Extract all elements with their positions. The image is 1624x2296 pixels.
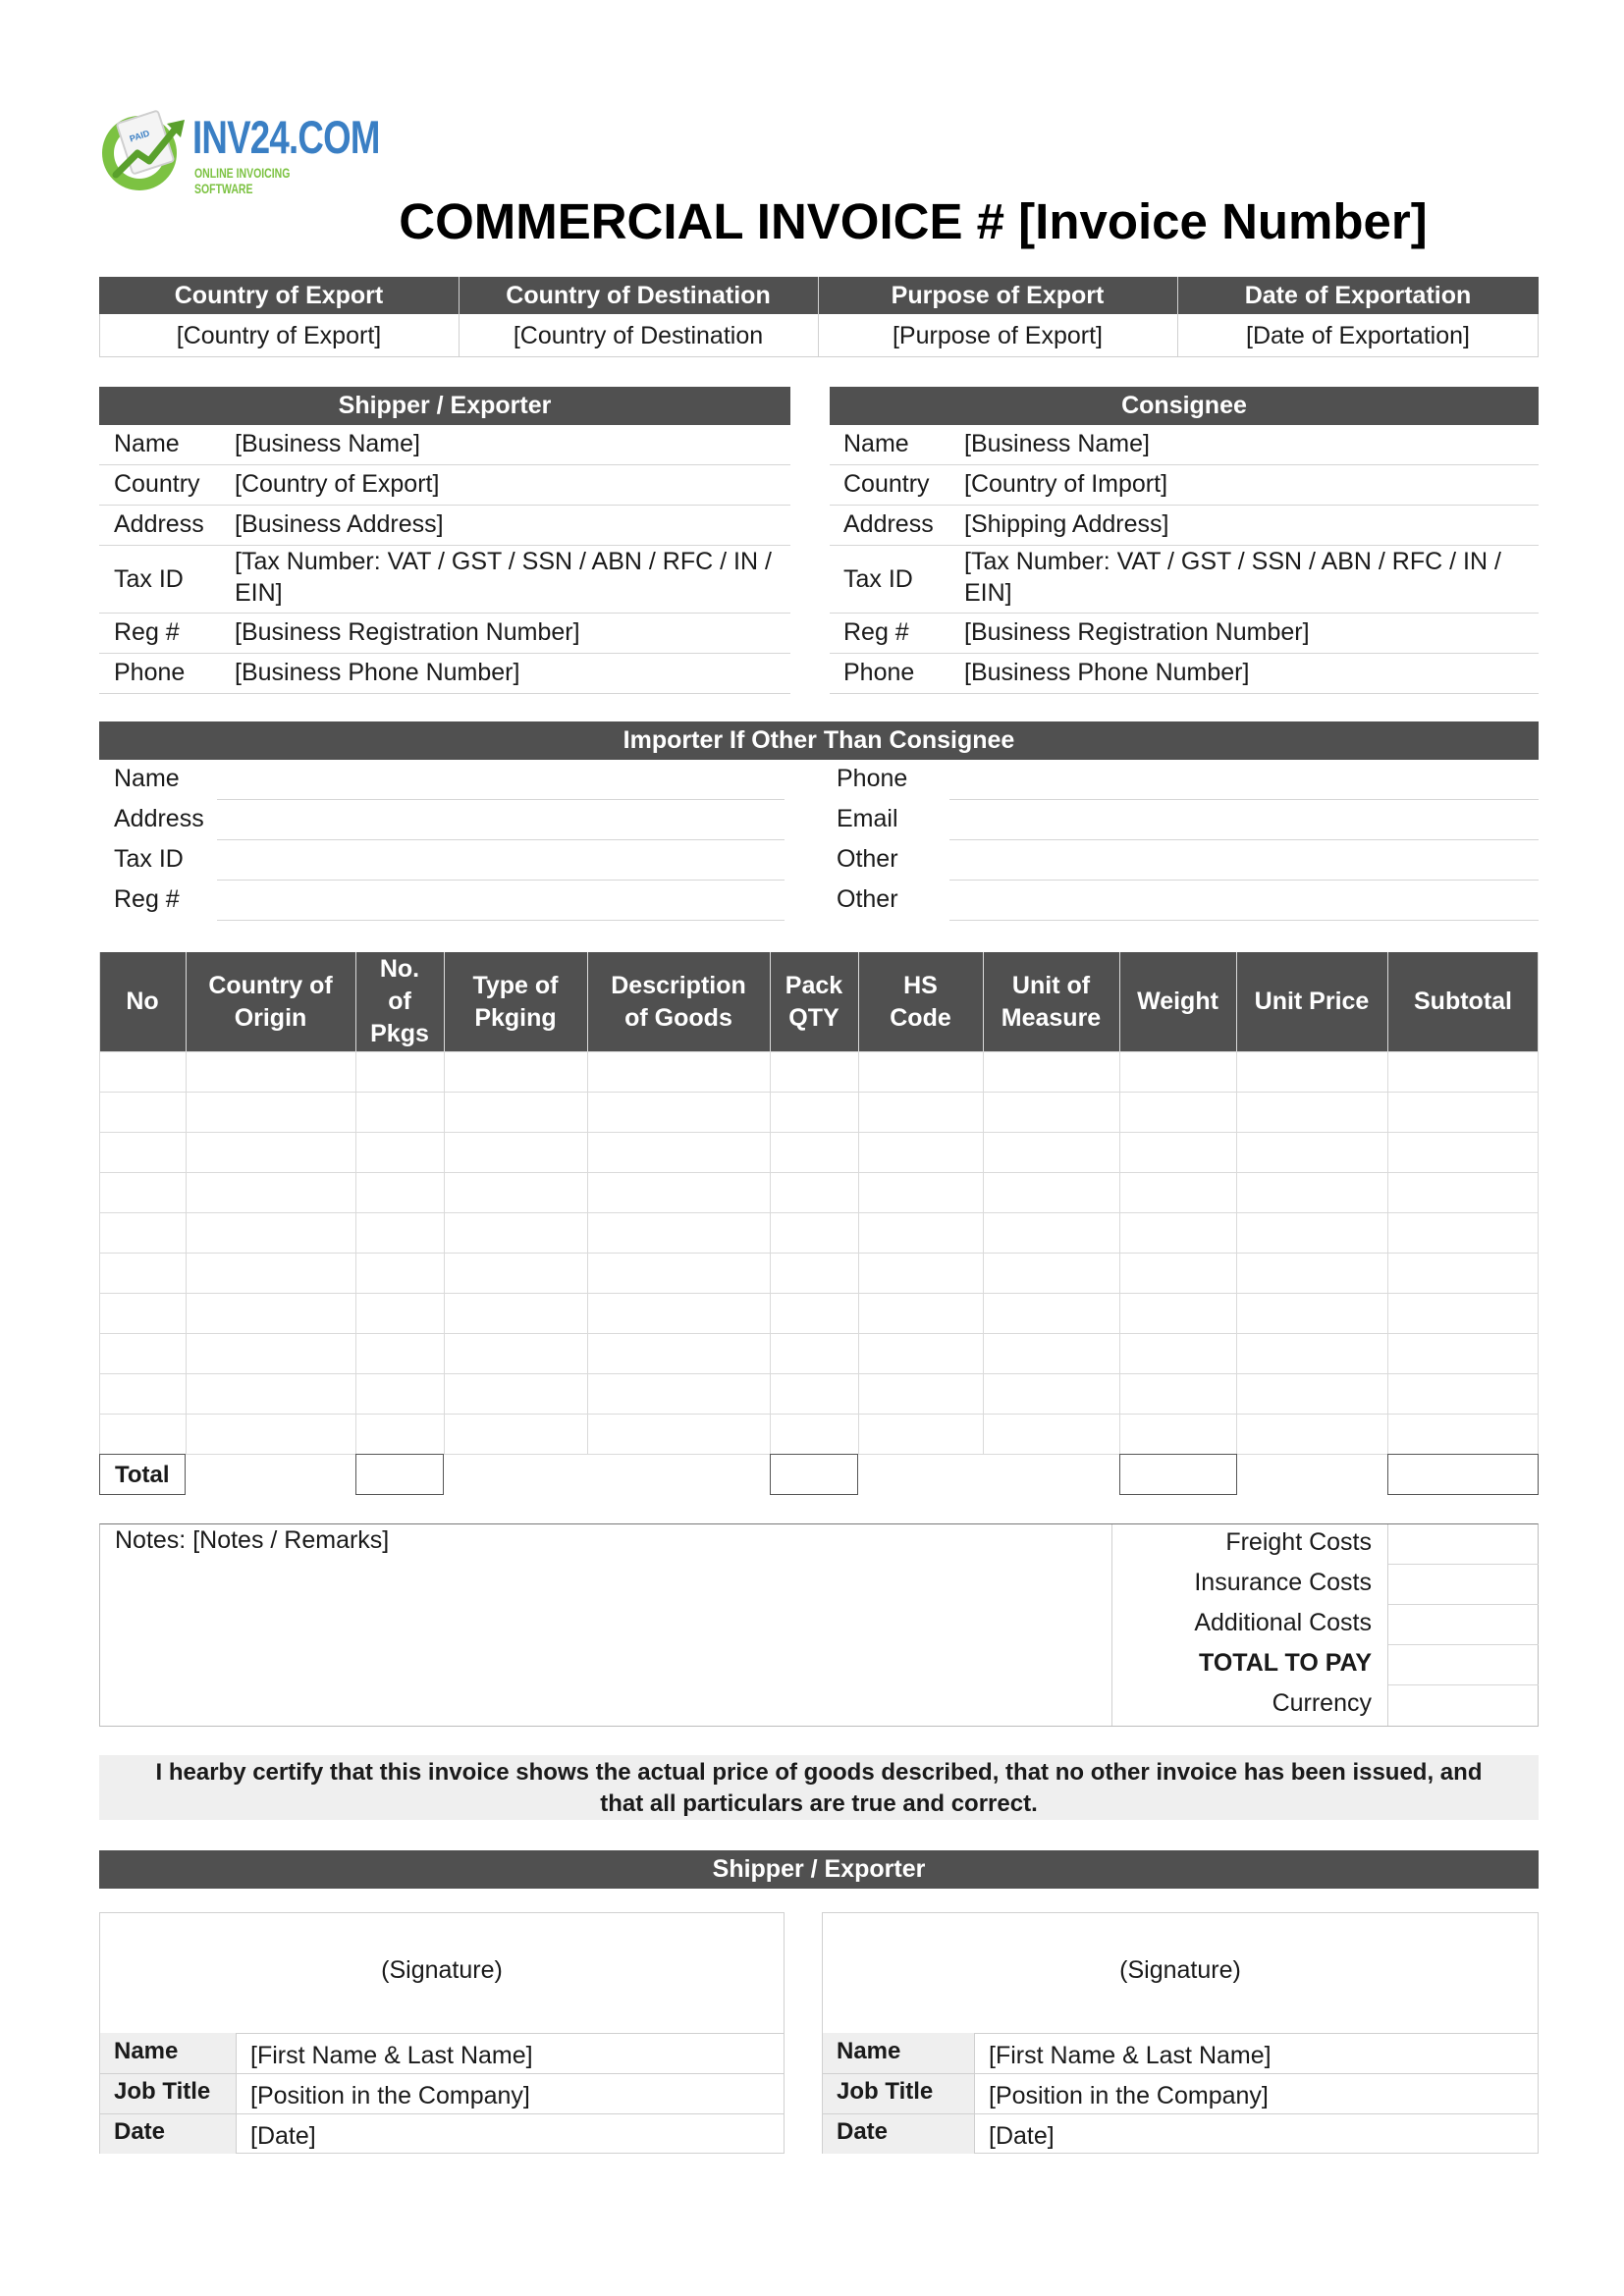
importer-label-address: Address — [114, 805, 204, 832]
cost-label: Currency — [1272, 1689, 1372, 1717]
goods-header-col-pack-qty — [770, 952, 858, 1051]
goods-header-col-subtotal — [1387, 952, 1539, 1051]
table-row[interactable] — [99, 1173, 1539, 1212]
cost-label: TOTAL TO PAY — [1199, 1649, 1372, 1677]
shipper-row-phone — [99, 654, 790, 694]
table-row[interactable] — [99, 1415, 1539, 1454]
cost-label: Additional Costs — [1194, 1609, 1372, 1636]
consignee-value: [Shipping Address] — [964, 510, 1169, 538]
consignee-row-address — [830, 506, 1539, 546]
signature-area[interactable] — [823, 1913, 1538, 2034]
importer-field-email[interactable] — [949, 800, 1539, 840]
table-row[interactable] — [99, 1133, 1539, 1172]
export-header-date-of-exportation: Date of Exportation — [1244, 281, 1472, 309]
shipper-row-reg — [99, 614, 790, 654]
sig-label-name: Name — [114, 2038, 179, 2064]
consignee-value: [Business Phone Number] — [964, 659, 1250, 686]
goods-header-label: HS — [903, 971, 938, 999]
goods-header-col-weight — [1119, 952, 1236, 1051]
signature-area[interactable] — [100, 1913, 784, 2034]
table-row[interactable] — [99, 1374, 1539, 1414]
export-header-purpose-of-export: Purpose of Export — [891, 281, 1105, 309]
shipper-value: [Country of Export] — [235, 470, 440, 498]
signature-section-header: Shipper / Exporter — [99, 1850, 1539, 1889]
sig-label-name: Name — [837, 2038, 901, 2064]
shipper-value: [Business Phone Number] — [235, 659, 520, 686]
table-row[interactable] — [99, 1213, 1539, 1253]
sig-label-date: Date — [114, 2118, 166, 2145]
cost-value-field[interactable] — [1388, 1605, 1539, 1645]
shipper-row-tax-id — [99, 546, 790, 614]
consignee-label: Tax ID — [843, 565, 913, 593]
goods-header-label: No. — [379, 955, 420, 983]
sig-value-name: [First Name & Last Name] — [989, 2042, 1272, 2069]
cost-label: Freight Costs — [1225, 1528, 1372, 1556]
importer-details — [99, 760, 1539, 922]
notes-label: Notes: [Notes / Remarks] — [115, 1526, 390, 1554]
goods-header-label: Pack — [785, 971, 843, 999]
total-label: Total — [115, 1462, 170, 1488]
goods-header-col-unit-price — [1236, 952, 1387, 1051]
table-row[interactable] — [99, 1334, 1539, 1373]
importer-label-other: Other — [837, 885, 898, 913]
goods-header-col-country-of-origin — [186, 952, 355, 1051]
sig-label-date: Date — [837, 2118, 889, 2145]
goods-header-label: Weight — [1137, 988, 1218, 1015]
signature-block-left — [99, 1912, 785, 2154]
logo — [98, 96, 380, 196]
certification-line-2: that all particulars are true and correct. — [600, 1790, 1038, 1817]
export-header-country-of-export: Country of Export — [174, 281, 384, 309]
goods-header-label: Unit Price — [1254, 988, 1370, 1015]
export-value-country-of-destination: [Country of Destination — [513, 321, 764, 349]
shipper-label: Name — [114, 430, 180, 457]
logo-tagline: ONLINE INVOICING SOFTWARE — [194, 165, 291, 196]
consignee-label: Reg # — [843, 618, 909, 646]
signature-caption: (Signature) — [1119, 1956, 1241, 1984]
logo-mark-icon — [98, 96, 191, 194]
consignee-label: Name — [843, 430, 909, 457]
export-value-country-of-export: [Country of Export] — [176, 321, 382, 349]
shipper-label: Address — [114, 510, 204, 538]
importer-field-address[interactable] — [217, 800, 785, 840]
goods-header-label: Type of — [472, 971, 559, 999]
consignee-row-reg — [830, 614, 1539, 654]
importer-field-other-1[interactable] — [949, 840, 1539, 881]
goods-header-label: Unit of — [1011, 971, 1091, 999]
goods-header-label: Country of — [208, 971, 333, 999]
goods-header-label: Measure — [1001, 1003, 1102, 1032]
sig-value-date: [Date] — [250, 2122, 316, 2150]
importer-header: Importer If Other Than Consignee — [99, 721, 1539, 760]
importer-label-phone: Phone — [837, 765, 908, 792]
goods-header-label: Pkging — [474, 1003, 557, 1032]
table-row[interactable] — [99, 1254, 1539, 1293]
total-pkgs-field[interactable] — [355, 1454, 444, 1495]
sig-value-job-title: [Position in the Company] — [989, 2082, 1269, 2109]
goods-header-label: of — [388, 988, 411, 1015]
export-info-table — [99, 277, 1539, 357]
consignee-row-phone — [830, 654, 1539, 694]
shipper-label: Reg # — [114, 618, 180, 646]
importer-field-reg[interactable] — [217, 881, 785, 921]
total-pack-qty-field[interactable] — [770, 1454, 858, 1495]
goods-header-col-type-of-pkging — [444, 952, 587, 1051]
sig-value-job-title: [Position in the Company] — [250, 2082, 530, 2109]
goods-header-label: Code — [890, 1003, 951, 1032]
importer-field-phone[interactable] — [949, 760, 1539, 800]
consignee-value: [Business Name] — [964, 430, 1150, 457]
shipper-value: [Business Address] — [235, 510, 444, 538]
consignee-label: Phone — [843, 659, 915, 686]
shipper-value: [Tax Number: VAT / GST / SSN / ABN / RFC / IN / — [235, 548, 772, 575]
goods-header-label: of Goods — [624, 1003, 732, 1032]
table-row[interactable] — [99, 1093, 1539, 1132]
export-value-date-of-exportation: [Date of Exportation] — [1246, 321, 1470, 349]
goods-table — [99, 952, 1539, 1495]
shipper-label: Tax ID — [114, 565, 184, 593]
sig-label-job-title: Job Title — [114, 2078, 211, 2105]
goods-header-label: No — [126, 988, 159, 1015]
cost-value-field[interactable] — [1388, 1685, 1539, 1726]
consignee-value: [Tax Number: VAT / GST / SSN / ABN / RFC / IN / — [964, 548, 1501, 575]
table-row[interactable] — [99, 1052, 1539, 1092]
shipper-header: Shipper / Exporter — [99, 387, 790, 425]
importer-label-name: Name — [114, 765, 180, 792]
cost-value-field[interactable] — [1388, 1524, 1539, 1565]
shipper-label: Phone — [114, 659, 186, 686]
logo-brand: INV24.COM — [192, 111, 380, 163]
sig-value-date: [Date] — [989, 2122, 1055, 2150]
certification-box — [99, 1755, 1539, 1820]
svg-text:PAID: PAID — [128, 128, 151, 144]
shipper-row-name — [99, 425, 790, 465]
signature-caption: (Signature) — [381, 1956, 503, 1984]
consignee-header: Consignee — [830, 387, 1539, 425]
table-row[interactable] — [99, 1294, 1539, 1333]
notes-costs-section — [99, 1523, 1539, 1727]
goods-header-col-unit-of-measure — [983, 952, 1119, 1051]
sig-value-name: [First Name & Last Name] — [250, 2042, 533, 2069]
importer-field-name[interactable] — [217, 760, 785, 800]
shipper-row-address — [99, 506, 790, 546]
consignee-value-continued: EIN] — [964, 579, 1012, 607]
goods-header-label: Origin — [234, 1003, 307, 1032]
consignee-value: [Business Registration Number] — [964, 618, 1310, 646]
shipper-value: [Business Name] — [235, 430, 420, 457]
total-subtotal-field[interactable] — [1387, 1454, 1539, 1495]
page-title: COMMERCIAL INVOICE # [Invoice Number] — [399, 193, 1428, 249]
sig-label-job-title: Job Title — [837, 2078, 934, 2105]
total-label-box — [99, 1454, 186, 1495]
importer-label-reg: Reg # — [114, 885, 180, 913]
importer-label-email: Email — [837, 805, 898, 832]
goods-header-col-hs-code — [858, 952, 983, 1051]
goods-header-col-description-of-goods — [587, 952, 770, 1051]
consignee-row-tax-id — [830, 546, 1539, 614]
shipper-row-country — [99, 465, 790, 506]
signature-block-right — [822, 1912, 1539, 2154]
cost-label: Insurance Costs — [1194, 1569, 1372, 1596]
goods-header-col-no — [99, 952, 186, 1051]
goods-header-label: Subtotal — [1414, 988, 1512, 1015]
cost-value-field[interactable] — [1388, 1565, 1539, 1605]
cost-value-field[interactable] — [1388, 1645, 1539, 1685]
total-weight-field[interactable] — [1119, 1454, 1237, 1495]
goods-header-label: Pkgs — [370, 1020, 429, 1047]
consignee-label: Address — [843, 510, 934, 538]
shipper-label: Country — [114, 470, 200, 498]
goods-header-label: Description — [611, 971, 746, 999]
importer-field-tax-id[interactable] — [217, 840, 785, 881]
goods-header-col-no-of-pkgs — [355, 952, 444, 1051]
importer-label-tax-id: Tax ID — [114, 845, 184, 873]
goods-header-label: QTY — [788, 1003, 839, 1032]
importer-label-other: Other — [837, 845, 898, 873]
certification-line-1: I hearby certify that this invoice shows the actual price of goods described, that no other invoice has been issued, and — [155, 1759, 1483, 1786]
export-value-purpose-of-export: [Purpose of Export] — [892, 321, 1103, 349]
consignee-label: Country — [843, 470, 930, 498]
shipper-value-continued: EIN] — [235, 579, 283, 607]
consignee-value: [Country of Import] — [964, 470, 1168, 498]
export-header-country-of-destination: Country of Destination — [506, 281, 771, 309]
consignee-row-name — [830, 425, 1539, 465]
shipper-value: [Business Registration Number] — [235, 618, 580, 646]
consignee-row-country — [830, 465, 1539, 506]
importer-field-other-2[interactable] — [949, 881, 1539, 921]
